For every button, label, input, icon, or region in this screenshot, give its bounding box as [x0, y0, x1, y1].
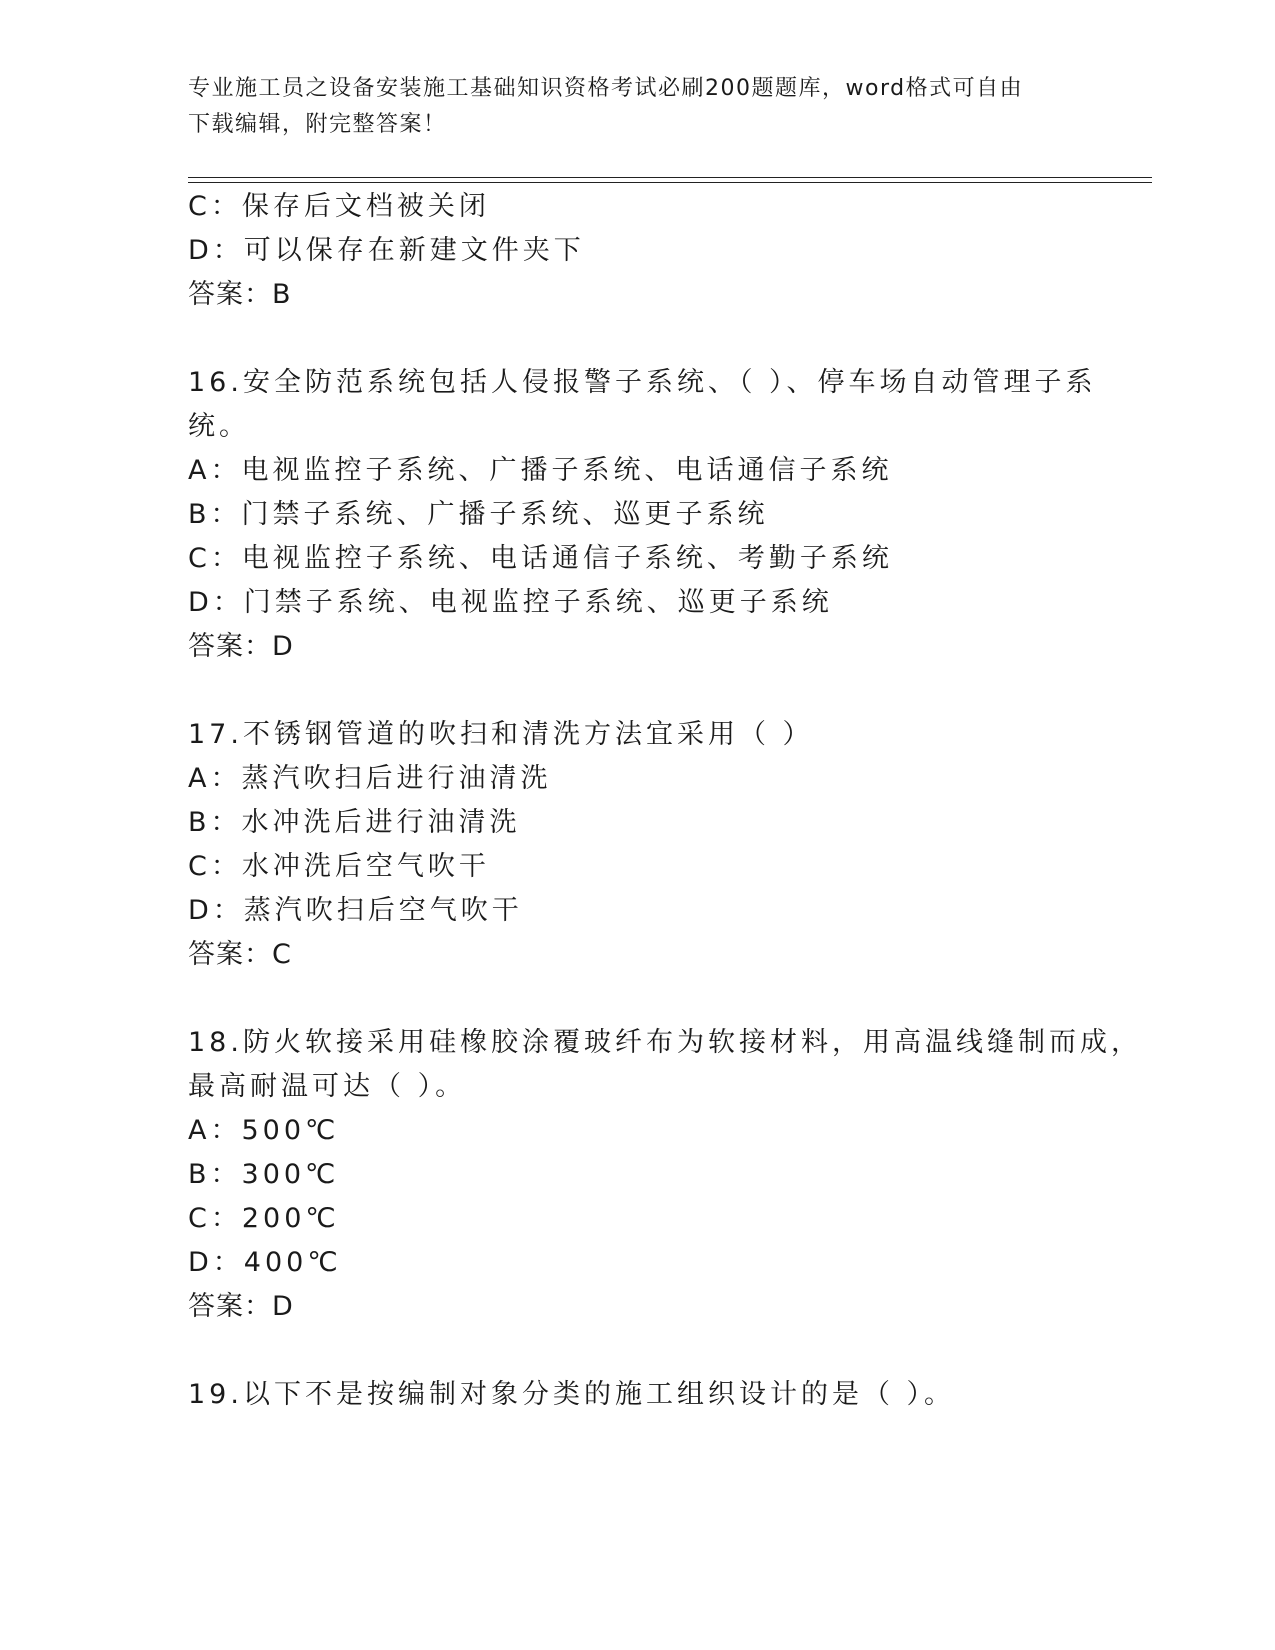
- q15-option-c: C：保存后文档被关闭: [188, 191, 490, 222]
- q18-option-d: D：400℃: [188, 1247, 342, 1278]
- q16-option-d: D：门禁子系统、电视监控子系统、巡更子系统: [188, 587, 833, 618]
- header-divider-top: [188, 177, 1152, 178]
- q16-stem-line-2: 统。: [188, 411, 250, 442]
- title-line-1: 专业施工员之设备安装施工基础知识资格考试必刷200题题库，word格式可自由: [188, 76, 1024, 101]
- q18-stem-line-1: 18.防火软接采用硅橡胶涂覆玻纤布为软接材料，用高温线缝制而成，: [188, 1027, 1142, 1058]
- q19-stem-line-1: 19.以下不是按编制对象分类的施工组织设计的是（ ）。: [188, 1379, 956, 1410]
- q17-option-d: D：蒸汽吹扫后空气吹干: [188, 895, 523, 926]
- q17-option-c: C：水冲洗后空气吹干: [188, 851, 490, 882]
- q18-option-b: B：300℃: [188, 1159, 340, 1190]
- document-title: [188, 71, 1068, 143]
- q16-answer: 答案：D: [188, 631, 294, 662]
- q15-answer: 答案：B: [188, 279, 292, 310]
- q16-option-b: B：门禁子系统、广播子系统、巡更子系统: [188, 499, 769, 530]
- header-divider-bottom: [188, 182, 1152, 183]
- q18-stem-line-2: 最高耐温可达（ ）。: [188, 1071, 467, 1102]
- q17-stem-line-1: 17.不锈钢管道的吹扫和清洗方法宜采用（ ）: [188, 719, 814, 750]
- title-line-2: 下载编辑，附完整答案！: [188, 112, 447, 137]
- q17-answer: 答案：C: [188, 939, 292, 970]
- q18-option-a: A：500℃: [188, 1115, 340, 1146]
- q18-option-c: C：200℃: [188, 1203, 340, 1234]
- q16-option-c: C：电视监控子系统、电话通信子系统、考勤子系统: [188, 543, 893, 574]
- q16-stem-line-1: 16.安全防范系统包括人侵报警子系统、（ ）、停车场自动管理子系: [188, 367, 1097, 398]
- q17-option-b: B：水冲洗后进行油清洗: [188, 807, 521, 838]
- q17-option-a: A：蒸汽吹扫后进行油清洗: [188, 763, 552, 794]
- q15-option-d: D：可以保存在新建文件夹下: [188, 235, 585, 266]
- q18-answer: 答案：D: [188, 1291, 294, 1322]
- q16-option-a: A：电视监控子系统、广播子系统、电话通信子系统: [188, 455, 893, 486]
